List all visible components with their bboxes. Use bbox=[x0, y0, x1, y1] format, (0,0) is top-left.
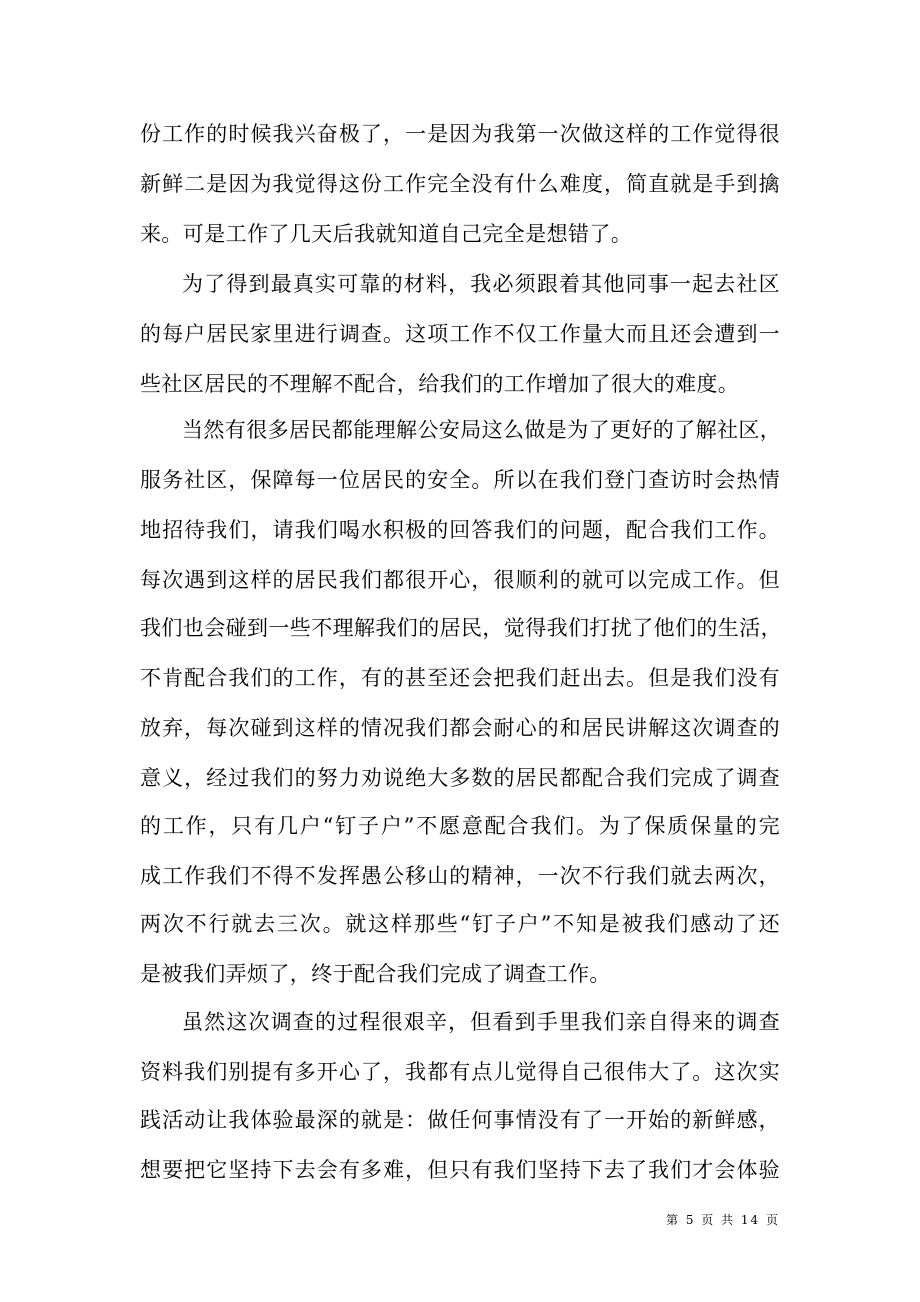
text-line: 的工作，只有几户“钉子户”不愿意配合我们。为了保质保量的完 bbox=[140, 814, 780, 838]
text-line: 两次不行就去三次。就这样那些“钉子户”不知是被我们感动了还 bbox=[140, 912, 780, 936]
text-line: 不肯配合我们的工作，有的甚至还会把我们赶出去。但是我们没有 bbox=[140, 666, 780, 690]
text-line: 新鲜二是因为我觉得这份工作完全没有什么难度，简直就是手到擒 bbox=[140, 172, 780, 196]
text-line: 来。可是工作了几天后我就知道自己完全是想错了。 bbox=[140, 222, 633, 246]
text-line: 是被我们弄烦了，终于配合我们完成了调查工作。 bbox=[140, 962, 611, 986]
text-line: 份工作的时候我兴奋极了，一是因为我第一次做这样的工作觉得很 bbox=[140, 122, 780, 146]
text-line: 放弃，每次碰到这样的情况我们都会耐心的和居民讲解这次调查的 bbox=[140, 716, 780, 740]
text-line: 资料我们别提有多开心了，我都有点儿觉得自己很伟大了。这次实 bbox=[140, 1060, 780, 1084]
text-line: 的每户居民家里进行调查。这项工作不仅工作量大而且还会遭到一 bbox=[140, 322, 780, 346]
text-line: 成工作我们不得不发挥愚公移山的精神，一次不行我们就去两次， bbox=[140, 864, 780, 888]
text-line: 意义，经过我们的努力劝说绝大多数的居民都配合我们完成了调查 bbox=[140, 766, 780, 790]
text-line: 践活动让我体验最深的就是：做任何事情没有了一开始的新鲜感， bbox=[140, 1108, 780, 1132]
text-line: 当然有很多居民都能理解公安局这么做是为了更好的了解社区， bbox=[182, 418, 782, 442]
text-line: 想要把它坚持下去会有多难，但只有我们坚持下去了我们才会体验 bbox=[140, 1158, 780, 1182]
text-line: 服务社区，保障每一位居民的安全。所以在我们登门查访时会热情 bbox=[140, 468, 780, 492]
text-line: 地招待我们，请我们喝水积极的回答我们的问题，配合我们工作。 bbox=[140, 518, 780, 542]
text-line: 我们也会碰到一些不理解我们的居民，觉得我们打扰了他们的生活， bbox=[140, 616, 782, 640]
page-number: 第 5 页 共 14 页 bbox=[666, 1213, 780, 1227]
text-line: 些社区居民的不理解不配合，给我们的工作增加了很大的难度。 bbox=[140, 372, 740, 396]
text-line: 为了得到最真实可靠的材料，我必须跟着其他同事一起去社区 bbox=[182, 272, 780, 296]
text-line: 虽然这次调查的过程很艰辛，但看到手里我们亲自得来的调查 bbox=[182, 1010, 780, 1034]
text-line: 每次遇到这样的居民我们都很开心，很顺利的就可以完成工作。但 bbox=[140, 568, 780, 592]
